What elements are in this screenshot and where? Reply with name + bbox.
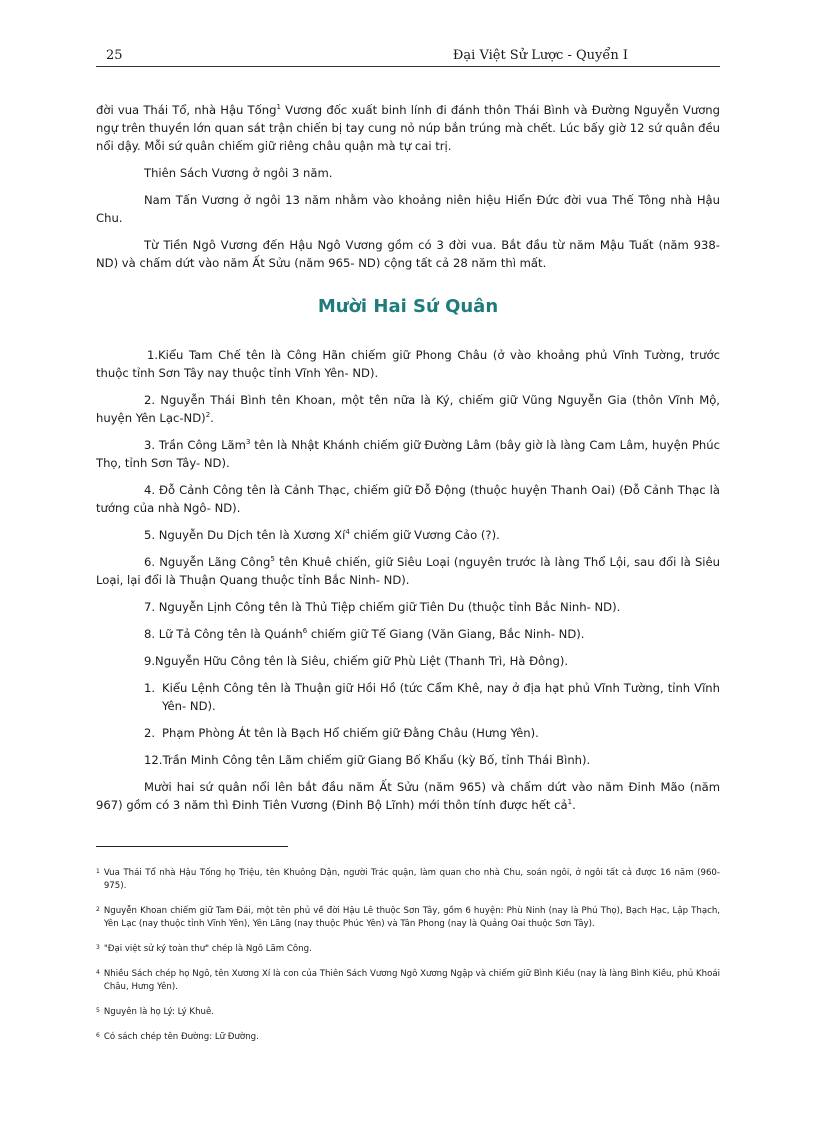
footnote: 3 "Đại việt sử ký toàn thư" chép là Ngô Lãm Công. — [96, 944, 312, 954]
footnote-ref[interactable]: 5 — [270, 555, 275, 564]
footnote-ref[interactable]: 1 — [276, 103, 281, 112]
footnote: 5 Nguyên là họ Lý: Lý Khuê. — [96, 1007, 214, 1017]
footnote-ref[interactable]: 6 — [302, 627, 308, 636]
footnote: 1 Vua Thái Tổ nhà Hậu Tống họ Triệu, tên Khuông Dận, người Trác quận, làm quan cho nhà Chu, soán ngôi, ở ngôi tất cả được 16 năm (960- 975). — [96, 868, 720, 891]
section-title: Mười Hai Sứ Quân — [317, 296, 499, 317]
document-page — [96, 48, 720, 1056]
list-item-9: 9.Nguyễn Hữu Công tên là Siêu, chiếm giữ Phù Liệt (Thanh Trì, Hà Đông). — [144, 654, 569, 668]
list-item-3: 3. Trần Công Lãm$^3$ tên là Nhật Khánh chiếm giữ Đường Lâm (bây giờ là làng Cam Lâm, huyện Phúc Thọ, tỉnh Sơn Tây- ND). — [96, 438, 721, 470]
footnote-ref[interactable]: 2 — [205, 411, 211, 420]
footnote-divider — [96, 846, 288, 847]
footnote-ref[interactable]: 3 — [245, 438, 251, 447]
footnote: 2 Nguyễn Khoan chiếm giữ Tam Đái, một tên phủ về đời Hậu Lê thuộc Sơn Tây, gồm 6 huyện: Phù Ninh (nay là Phú Thọ), Bạch Hạc, Lập Thạch, Yên Lạc (nay thuộc tỉnh Vĩnh Yên), Yên Lãng (nay thuộc Phúc Yên) và Tân Phong (nay là Quảng Oai thuộc Sơn Tây). — [96, 906, 720, 929]
list-item-2: 2. Nguyễn Thái Bình tên Khoan, một tên nữa là Ký, chiếm giữ Vũng Nguyễn Gia (thôn Vĩnh Mộ, huyện Yên Lạc-ND)$^2$. — [96, 393, 720, 425]
intro-paragraph-1: đời vua Thái Tổ, nhà Hậu Tống$^1$ Vương đốc xuất binh lính đi đánh thôn Thái Bình và Đường Nguyễn Vương ngự trên thuyền lớn quan sát trận chiến bị tay cung nỏ núp bắn trúng mà chết. Lúc bấy giờ 12 sứ quân đều nổi dậy. Mỗi sứ quân chiếm giữ riêng châu quận mà tự cai trị. — [96, 103, 720, 153]
book-title: Đại Việt Sử Lược - Quyển I — [452, 48, 628, 63]
list-item-10: 1. Kiểu Lệnh Công tên là Thuận giữ Hồi Hồ (tức Cẩm Khê, nay ở địa hạt phủ Vĩnh Tường, tỉnh Vĩnh Yên- ND). — [144, 681, 720, 713]
footnote: 6 Có sách chép tên Đường: Lữ Đường. — [96, 1032, 259, 1042]
footnote: 4 Nhiều Sách chép họ Ngô, tên Xương Xí là con của Thiên Sách Vương Ngô Xương Ngập và chiếm giữ Bình Kiều (nay là làng Bình Kiều, phủ Khoái Châu, Hưng Yên). — [96, 969, 720, 992]
list-item-12: 12.Trần Minh Công tên Lãm chiếm giữ Giang Bố Khẩu (kỳ Bố, tỉnh Thái Bình). — [144, 753, 591, 767]
list-item-6: 6. Nguyễn Lãng Công$^5$ tên Khuê chiến, giữ Siêu Loại (nguyên trước là làng Thổ Lội, sau đổi là Siêu Loại, lại đổi là Thuận Quang thuộc tỉnh Bắc Ninh- ND). — [96, 555, 721, 587]
list-item-1: 1.Kiểu Tam Chế tên là Công Hãn chiếm giữ Phong Châu (ở vào khoảng phủ Vĩnh Tường, trước thuộc tỉnh Sơn Tây nay thuộc tỉnh Vĩnh Yên- ND). — [96, 348, 720, 380]
list-item-8: 8. Lữ Tả Công tên là Quánh$^6$ chiếm giữ Tế Giang (Văn Giang, Bắc Ninh- ND). — [144, 627, 585, 641]
list-item-7: 7. Nguyễn Lịnh Công tên là Thủ Tiệp chiếm giữ Tiên Du (thuộc tỉnh Bắc Ninh- ND). — [144, 600, 621, 614]
list-item-4: 4. Đỗ Cảnh Công tên là Cảnh Thạc, chiếm giữ Đỗ Động (thuộc huyện Thanh Oai) (Đỗ Cảnh Thạc là tướng của nhà Ngô- ND). — [96, 483, 720, 515]
page-header — [96, 48, 720, 67]
intro-paragraph-2: Thiên Sách Vương ở ngôi 3 năm. — [144, 166, 333, 180]
intro-paragraph-4: Từ Tiền Ngô Vương đến Hậu Ngô Vương gồm có 3 đời vua. Bắt đầu từ năm Mậu Tuất (năm 938- ND) và chấm dứt vào năm Ất Sửu (năm 965- ND) cộng tất cả 28 năm thì mất. — [96, 238, 720, 270]
page-number: 25 — [106, 48, 123, 63]
footnote-ref[interactable]: 4 — [345, 528, 350, 537]
intro-paragraph-3: Nam Tấn Vương ở ngôi 13 năm nhằm vào khoảng niên hiệu Hiển Đức đời vua Thế Tông nhà Hậu Chu. — [96, 193, 720, 225]
footnotes — [96, 867, 720, 1044]
list-item-5: 5. Nguyễn Du Dịch tên là Xương $Xí^4$ chiếm giữ Vương Cảo (?). — [144, 528, 500, 542]
list-item-11: 2. Phạm Phòng Át tên là Bạch Hổ chiếm giữ Đằng Châu (Hưng Yên). — [144, 726, 539, 740]
body-text — [96, 101, 720, 814]
footnote-ref[interactable]: 1 — [567, 798, 573, 807]
closing-paragraph: Mười hai sứ quân nổi lên bắt đầu năm Ất Sửu (năm 965) và chấm dứt vào năm Đinh Mão (năm 967) gồm có 3 năm thì Đinh Tiên Vương (Đinh Bộ Lĩnh) mới thôn tính được hết cả$^1$. — [96, 780, 720, 812]
